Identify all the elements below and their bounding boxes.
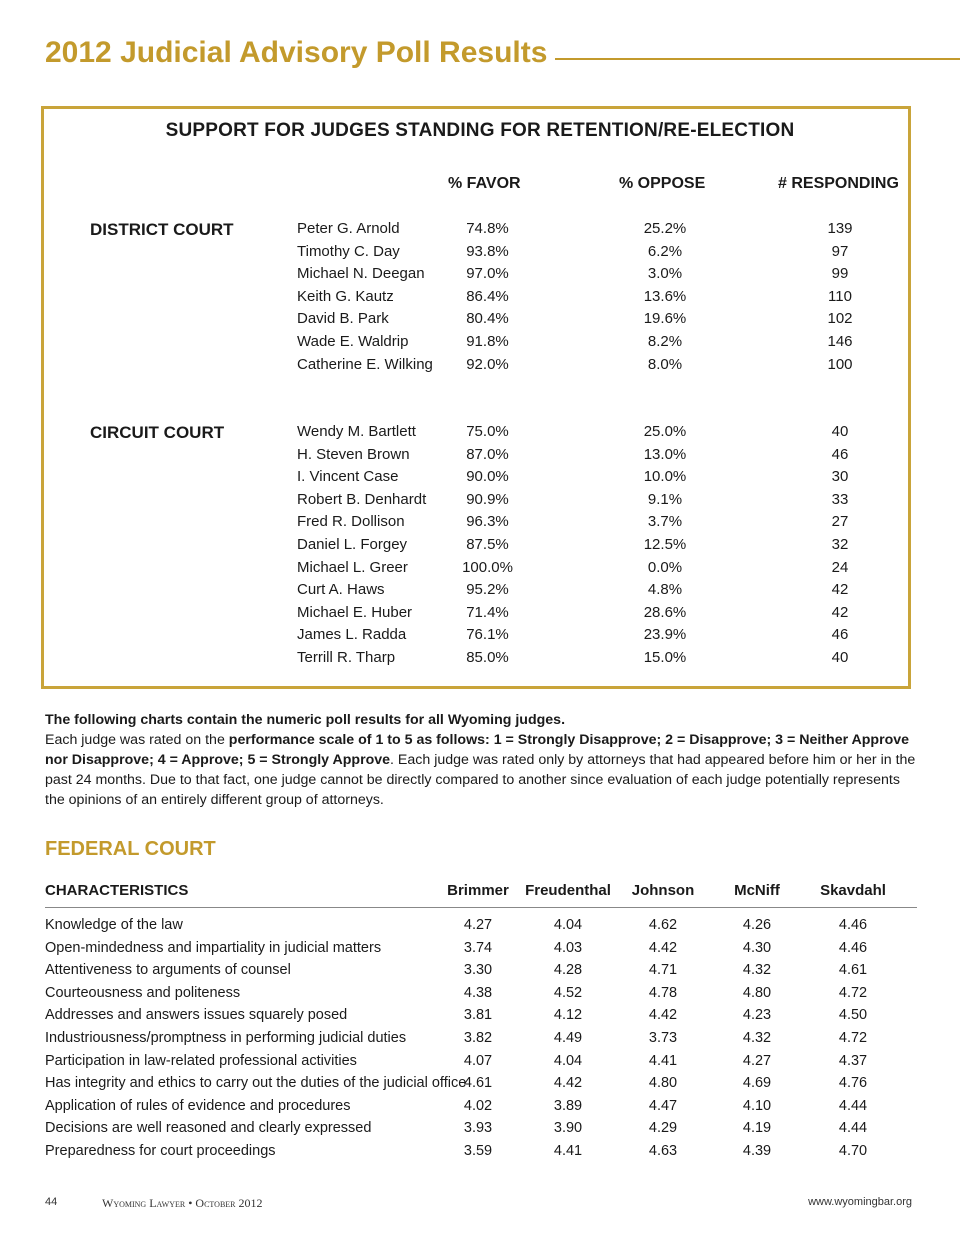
score-cell: 4.76 [838, 1075, 868, 1092]
page-title: 2012 Judicial Advisory Poll Results [45, 36, 548, 69]
intro-paragraph [45, 710, 917, 810]
score-cell: 4.03 [553, 939, 583, 956]
table-row [0, 288, 960, 311]
favor-percent: 95.2% [466, 581, 509, 599]
table-row [0, 1098, 960, 1121]
federal-judge-header: McNiff [734, 882, 780, 899]
favor-percent: 75.0% [466, 423, 509, 440]
table-row [0, 940, 960, 963]
table-row [0, 513, 960, 536]
score-cell: 4.19 [742, 1120, 772, 1137]
responding-count: 102 [827, 310, 853, 328]
score-cell: 4.69 [742, 1075, 772, 1092]
score-cell: 4.27 [742, 1052, 772, 1069]
table-row [0, 220, 960, 243]
responding-count: 100 [827, 355, 853, 373]
table-row [0, 917, 960, 940]
table-row [0, 1120, 960, 1143]
characteristic-label: Decisions are well reasoned and clearly expressed [45, 1120, 372, 1137]
table-row [0, 962, 960, 985]
favor-percent: 86.4% [466, 287, 509, 305]
table-row [0, 468, 960, 491]
table-row [0, 1030, 960, 1053]
oppose-percent: 3.7% [647, 513, 683, 531]
judge-name: Robert B. Denhardt [297, 490, 427, 508]
table-row [0, 1007, 960, 1030]
judge-name: Timothy C. Day [297, 242, 400, 260]
column-header-responding: # RESPONDING [778, 175, 899, 192]
score-cell: 4.61 [838, 962, 868, 979]
score-cell: 4.80 [742, 984, 772, 1001]
characteristic-label: Industriousness/promptness in performing judicial duties [45, 1030, 407, 1046]
score-cell: 3.93 [463, 1120, 493, 1137]
characteristic-label: Preparedness for court proceedings [45, 1143, 276, 1159]
score-cell: 4.71 [648, 962, 678, 979]
favor-percent: 96.3% [466, 513, 509, 531]
score-cell: 4.80 [648, 1075, 678, 1092]
table-row [0, 265, 960, 288]
intro-lead: The following charts contain the numeric poll results for all Wyoming judges. [45, 712, 566, 728]
judge-name: Terrill R. Tharp [297, 649, 396, 666]
score-cell: 4.72 [838, 1030, 868, 1046]
characteristic-label: Open-mindedness and impartiality in judicial matters [45, 939, 382, 956]
column-header-oppose: % OPPOSE [619, 175, 706, 192]
score-cell: 4.70 [838, 1143, 868, 1159]
score-cell: 4.42 [648, 939, 678, 956]
table-row [0, 491, 960, 514]
judge-name: I. Vincent Case [297, 468, 399, 486]
score-cell: 4.62 [648, 917, 678, 933]
intro-text-2: . Each judge was rated only by attorneys that had appeared before him or her in the past 24 months. Due to that fact, one judge cannot be directly compared to another since evaluation of each judge potentially represents the opinions of an entirely different group of attorneys. [45, 752, 916, 808]
responding-count: 139 [827, 220, 853, 237]
favor-percent: 91.8% [466, 333, 509, 350]
oppose-percent: 25.0% [643, 423, 687, 440]
score-cell: 4.30 [742, 939, 772, 956]
table-row [0, 1075, 960, 1098]
table-row [0, 446, 960, 469]
score-cell: 4.78 [648, 984, 678, 1001]
table-row [0, 423, 960, 446]
table-row [0, 604, 960, 627]
oppose-percent: 19.6% [643, 310, 687, 328]
responding-count: 146 [827, 333, 853, 350]
characteristic-label: Knowledge of the law [45, 917, 183, 933]
federal-judge-header: Brimmer [447, 882, 509, 899]
favor-percent: 93.8% [466, 242, 509, 260]
responding-count: 40 [831, 423, 849, 440]
responding-count: 32 [831, 536, 849, 553]
responding-count: 99 [831, 265, 849, 283]
federal-judge-header: Skavdahl [820, 882, 886, 899]
table-row [0, 536, 960, 559]
judge-name: Curt A. Haws [297, 581, 385, 599]
favor-percent: 76.1% [466, 626, 509, 644]
score-cell: 4.37 [838, 1052, 868, 1069]
score-cell: 4.38 [463, 984, 493, 1001]
oppose-percent: 9.1% [647, 490, 683, 508]
score-cell: 4.23 [742, 1007, 772, 1024]
responding-count: 46 [831, 626, 849, 644]
judge-name: Peter G. Arnold [297, 220, 400, 237]
table-row [0, 581, 960, 604]
favor-percent: 85.0% [466, 649, 509, 666]
favor-percent: 87.0% [466, 445, 509, 463]
characteristic-label: Attentiveness to arguments of counsel [45, 962, 291, 979]
favor-percent: 92.0% [466, 355, 509, 373]
responding-count: 97 [831, 242, 849, 260]
score-cell: 4.26 [742, 917, 772, 933]
score-cell: 4.52 [553, 984, 583, 1001]
score-cell: 4.42 [648, 1007, 678, 1024]
score-cell: 4.39 [742, 1143, 772, 1159]
judge-name: Wendy M. Bartlett [297, 423, 416, 440]
table-row [0, 1053, 960, 1076]
page-number: 44 [45, 1196, 58, 1208]
judge-name: Michael E. Huber [297, 603, 413, 621]
responding-count: 42 [831, 603, 849, 621]
oppose-percent: 23.9% [643, 626, 687, 644]
characteristics-header: CHARACTERISTICS [45, 882, 189, 899]
score-cell: 4.50 [838, 1007, 868, 1024]
characteristic-label: Addresses and answers issues squarely posed [45, 1007, 348, 1024]
score-cell: 4.42 [553, 1075, 583, 1092]
publication-name: Wyoming Lawyer • October 2012 [102, 1196, 263, 1210]
score-cell: 4.46 [838, 917, 868, 933]
favor-percent: 74.8% [466, 220, 509, 237]
oppose-percent: 25.2% [643, 220, 687, 237]
table-row [0, 356, 960, 379]
oppose-percent: 6.2% [647, 242, 683, 260]
score-cell: 3.81 [463, 1007, 493, 1024]
score-cell: 4.04 [553, 1052, 583, 1069]
judge-name: David B. Park [297, 310, 389, 328]
court-label: DISTRICT COURT [90, 220, 234, 239]
score-cell: 4.32 [742, 962, 772, 979]
column-header-favor: % FAVOR [448, 175, 521, 192]
score-cell: 4.27 [463, 917, 493, 933]
score-cell: 4.02 [463, 1097, 493, 1114]
score-cell: 4.10 [742, 1097, 772, 1114]
score-cell: 4.07 [463, 1052, 493, 1069]
oppose-percent: 4.8% [647, 581, 683, 599]
judge-name: H. Steven Brown [297, 445, 410, 463]
score-cell: 3.30 [463, 962, 493, 979]
court-label: CIRCUIT COURT [90, 423, 225, 442]
oppose-percent: 15.0% [643, 649, 687, 666]
score-cell: 4.49 [553, 1030, 583, 1046]
judge-name: Wade E. Waldrip [297, 333, 409, 350]
responding-count: 42 [831, 581, 849, 599]
intro-scale: performance scale of 1 to 5 as follows: 1 = Strongly Disapprove; 2 = Disapprove; 3 = Neither Approve nor Disapprove; 4 = Approve; 5 = Strongly Approve [45, 732, 910, 768]
oppose-percent: 28.6% [643, 603, 687, 621]
characteristic-label: Courteousness and politeness [45, 984, 241, 1001]
federal-judge-header: Johnson [631, 882, 695, 899]
title-rule [555, 58, 960, 60]
score-cell: 4.44 [838, 1097, 868, 1114]
judge-name: Daniel L. Forgey [297, 536, 408, 553]
responding-count: 24 [831, 558, 849, 576]
score-cell: 4.32 [742, 1030, 772, 1046]
judge-name: Michael N. Deegan [297, 265, 425, 283]
federal-court-heading: FEDERAL COURT [45, 838, 216, 860]
score-cell: 4.44 [838, 1120, 868, 1137]
score-cell: 4.28 [553, 962, 583, 979]
responding-count: 30 [831, 468, 849, 486]
responding-count: 40 [831, 649, 849, 666]
judge-name: James L. Radda [297, 626, 407, 644]
oppose-percent: 8.0% [647, 355, 683, 373]
score-cell: 4.04 [553, 917, 583, 933]
table-row [0, 626, 960, 649]
judge-name: Michael L. Greer [297, 558, 408, 576]
table-row [0, 985, 960, 1008]
score-cell: 3.82 [463, 1030, 493, 1046]
score-cell: 3.89 [553, 1097, 583, 1114]
intro-text-1: Each judge was rated on the [45, 732, 229, 748]
responding-count: 110 [828, 287, 852, 305]
responding-count: 46 [831, 445, 849, 463]
responding-count: 33 [831, 490, 849, 508]
score-cell: 3.73 [648, 1030, 678, 1046]
favor-percent: 90.0% [466, 468, 509, 486]
support-table-heading: SUPPORT FOR JUDGES STANDING FOR RETENTION/RE-ELECTION [165, 120, 795, 141]
favor-percent: 100.0% [462, 558, 513, 576]
table-row [0, 243, 960, 266]
favor-percent: 87.5% [466, 536, 509, 553]
score-cell: 4.41 [648, 1052, 678, 1069]
favor-percent: 97.0% [466, 265, 509, 283]
table-row [0, 333, 960, 356]
oppose-percent: 8.2% [647, 333, 683, 350]
oppose-percent: 3.0% [647, 265, 683, 283]
score-cell: 4.41 [553, 1143, 583, 1159]
table-row [0, 559, 960, 582]
score-cell: 3.59 [463, 1143, 493, 1159]
score-cell: 4.63 [648, 1143, 678, 1159]
judge-name: Catherine E. Wilking [297, 355, 433, 373]
federal-judge-header: Freudenthal [525, 882, 611, 899]
score-cell: 3.90 [553, 1120, 583, 1137]
federal-header-rule [45, 907, 917, 908]
score-cell: 4.29 [648, 1120, 678, 1137]
score-cell: 3.74 [463, 939, 493, 956]
oppose-percent: 12.5% [643, 536, 687, 553]
oppose-percent: 13.0% [643, 445, 687, 463]
judge-name: Fred R. Dollison [297, 513, 405, 531]
characteristic-label: Has integrity and ethics to carry out the duties of the judicial office [45, 1075, 467, 1092]
oppose-percent: 13.6% [643, 287, 687, 305]
responding-count: 27 [831, 513, 849, 531]
table-row [0, 1143, 960, 1166]
score-cell: 4.47 [648, 1097, 678, 1114]
favor-percent: 80.4% [466, 310, 509, 328]
characteristic-label: Application of rules of evidence and procedures [45, 1097, 351, 1114]
score-cell: 4.12 [553, 1007, 583, 1024]
score-cell: 4.46 [838, 939, 868, 956]
characteristic-label: Participation in law-related professional activities [45, 1052, 357, 1069]
score-cell: 4.72 [838, 984, 868, 1001]
table-row [0, 649, 960, 672]
oppose-percent: 0.0% [647, 558, 683, 576]
favor-percent: 71.4% [466, 603, 509, 621]
favor-percent: 90.9% [466, 490, 509, 508]
website-link[interactable]: www.wyomingbar.org [808, 1196, 912, 1208]
table-row [0, 310, 960, 333]
judge-name: Keith G. Kautz [297, 287, 394, 305]
score-cell: 4.61 [463, 1075, 493, 1092]
oppose-percent: 10.0% [643, 468, 687, 486]
